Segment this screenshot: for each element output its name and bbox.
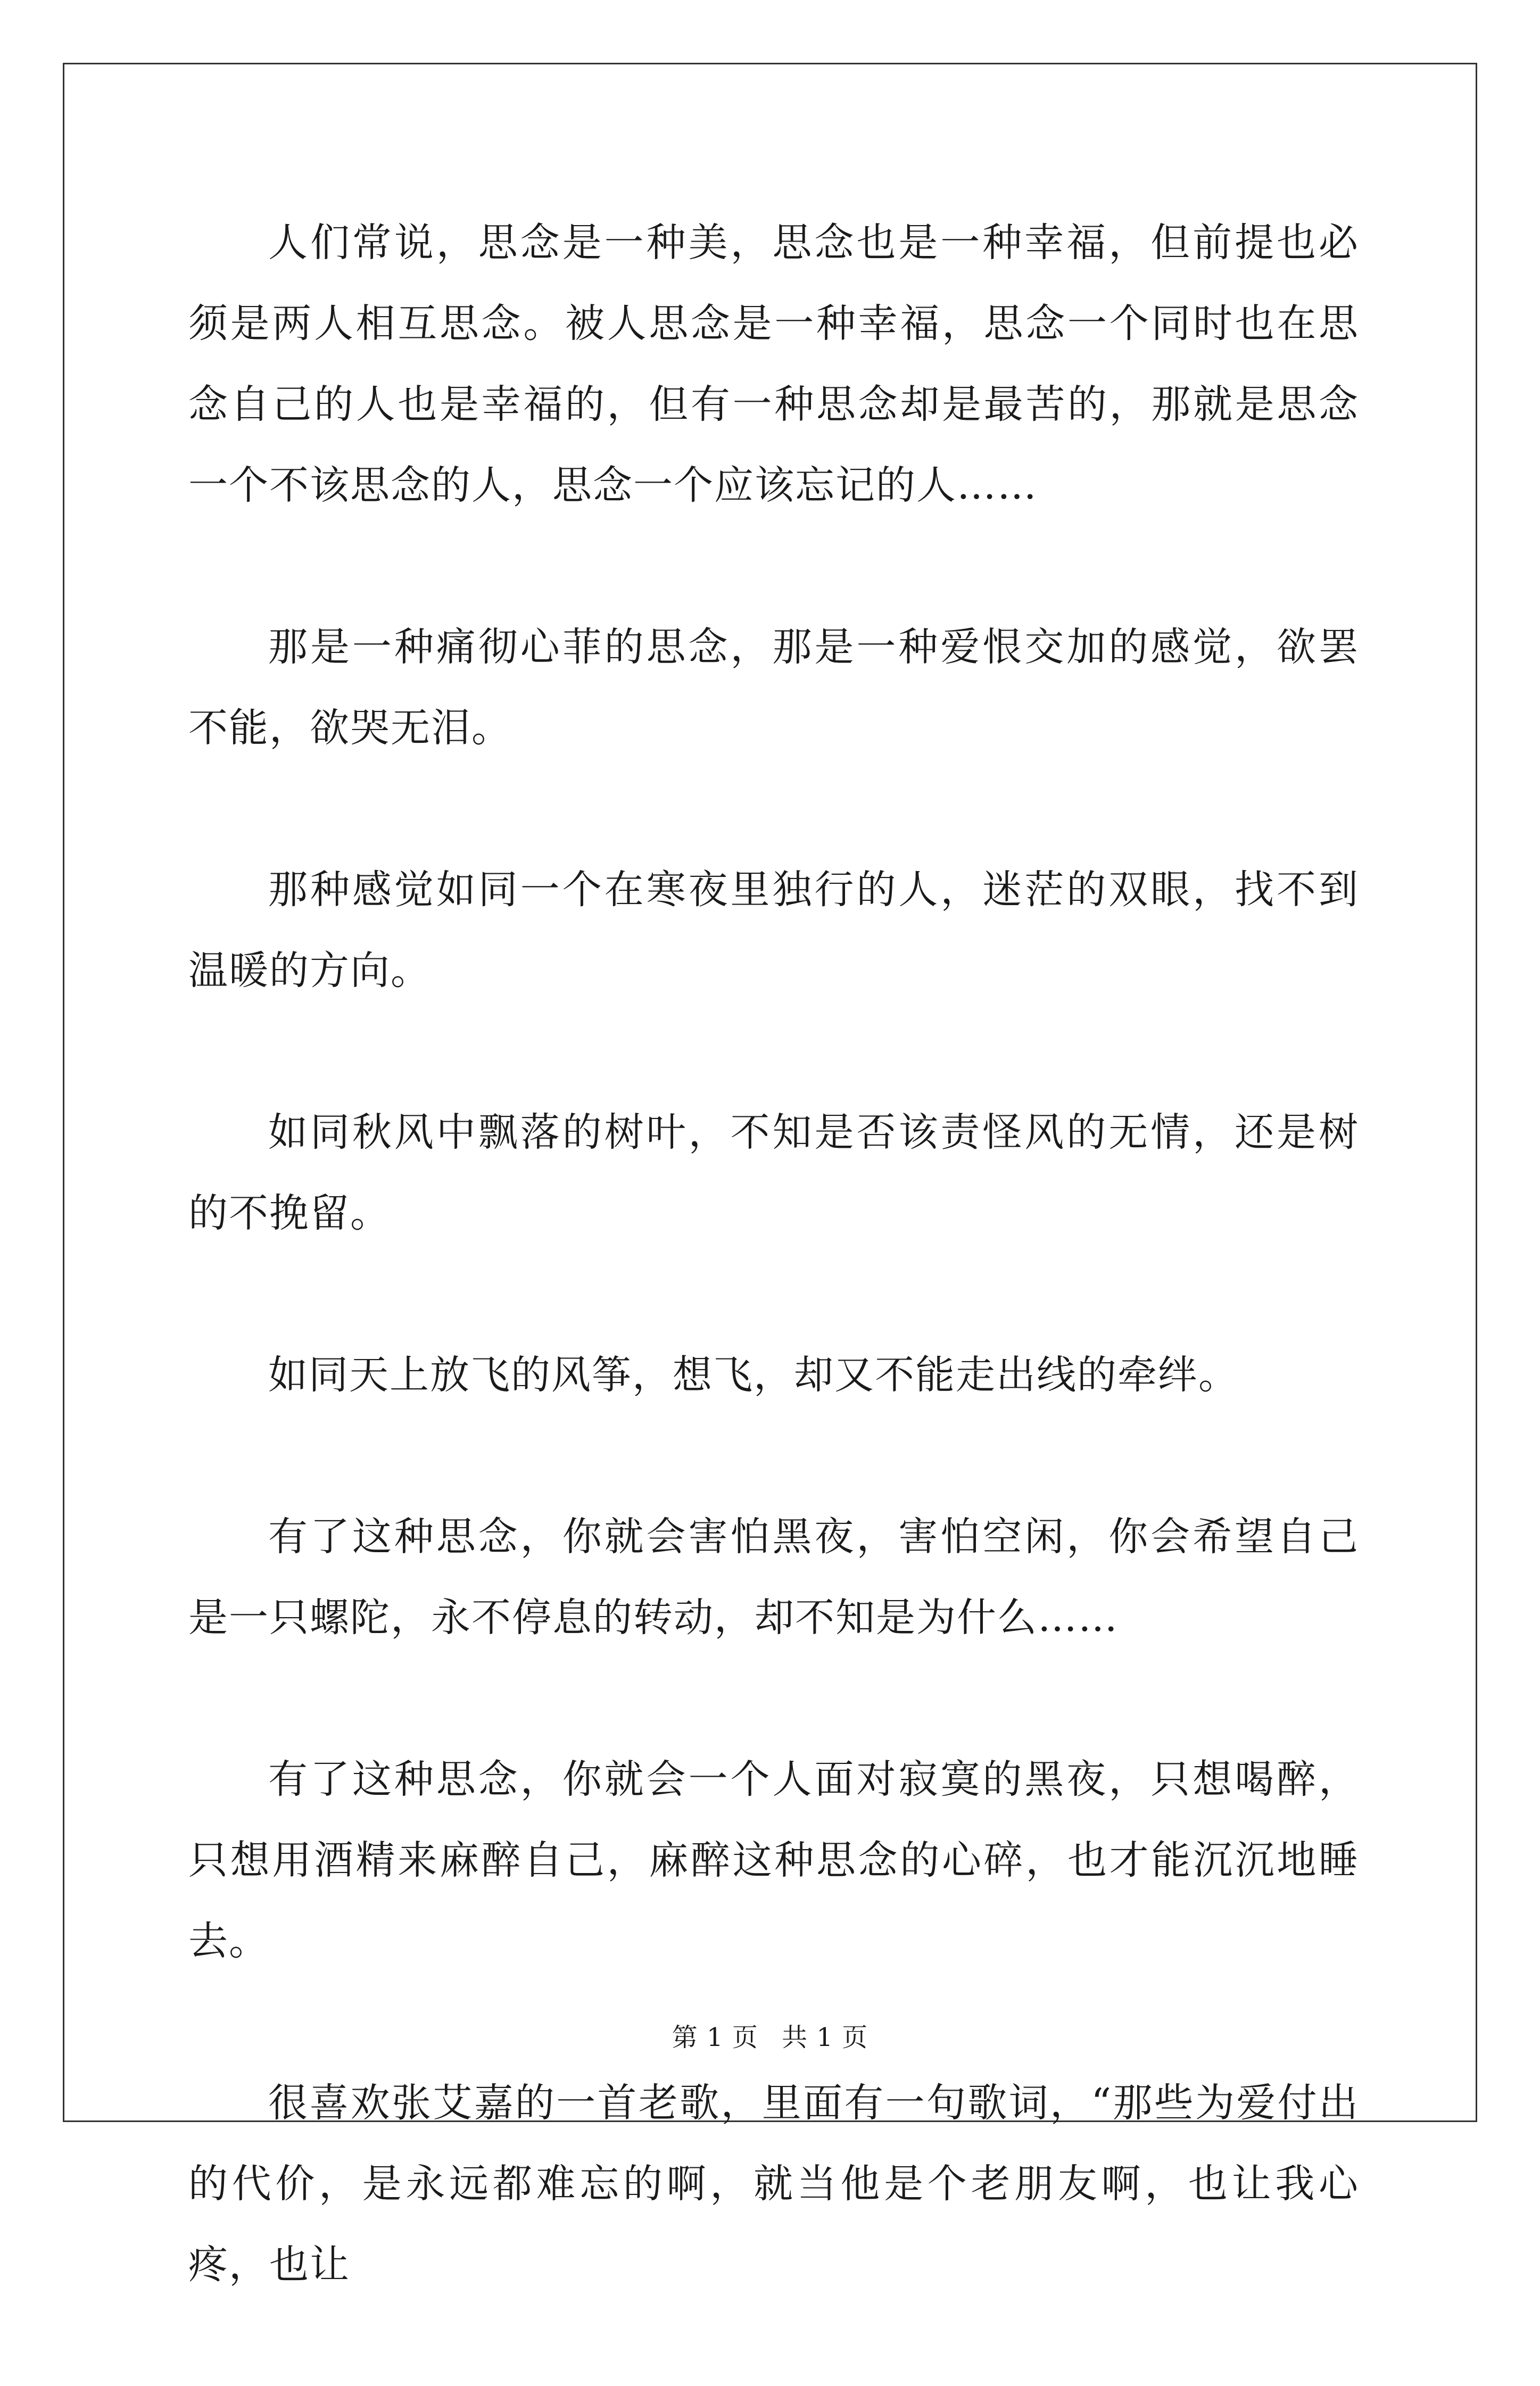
paragraph: 有了这种思念，你就会害怕黑夜，害怕空闲，你会希望自己是一只螺陀，永不停息的转动，却不知是为什么……: [188, 1514, 1359, 1641]
paragraph: 那种感觉如同一个在寒夜里独行的人，迷茫的双眼，找不到温暖的方向。: [188, 867, 1359, 993]
page-number: 第 1 页: [672, 2023, 758, 2052]
page-footer: [0, 2017, 1540, 2053]
document-body: [188, 202, 1359, 2386]
paragraph: 很喜欢张艾嘉的一首老歌，里面有一句歌词，“那些为爱付出的代价，是永远都难忘的啊，就当他是个老朋友啊，也让我心疼，也让: [188, 2080, 1359, 2288]
paragraph: 有了这种思念，你就会一个人面对寂寞的黑夜，只想喝醉，只想用酒精来麻醉自己，麻醉这种思念的心碎，也才能沉沉地睡去。: [188, 1757, 1359, 1964]
page-count: 共 1 页: [782, 2023, 868, 2052]
paragraph: 那是一种痛彻心菲的思念，那是一种爱恨交加的感觉，欲罢不能，欲哭无泪。: [188, 624, 1359, 751]
paragraph: 如同秋风中飘落的树叶，不知是否该责怪风的无情，还是树的不挽留。: [188, 1109, 1359, 1236]
paragraph: 如同天上放飞的风筝，想飞，却又不能走出线的牵绊。: [268, 1352, 1239, 1398]
paragraph: 人们常说，思念是一种美，思念也是一种幸福，但前提也必须是两人相互思念。被人思念是一种幸福，思念一个同时也在思念自己的人也是幸福的，但有一种思念却是最苦的，那就是思念一个不该思念的人，思念一个应该忘记的人……: [188, 220, 1359, 508]
